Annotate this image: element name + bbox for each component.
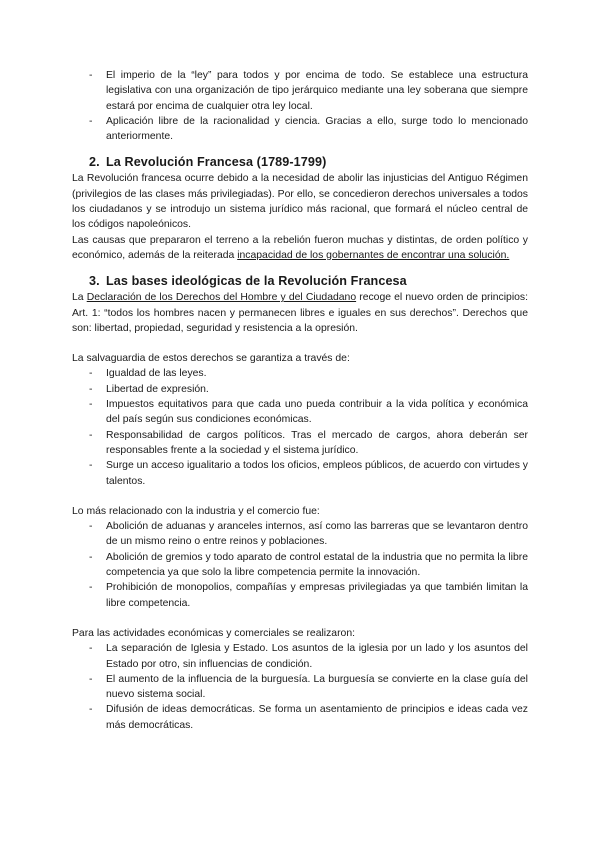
list-item: - Prohibición de monopolios, compañías y empresas privilegiadas ya que también limitan la libre competencia. xyxy=(72,580,528,611)
list-item: - Igualdad de las leyes. xyxy=(72,366,528,381)
industry-list xyxy=(72,519,528,611)
list-item: - Libertad de expresión. xyxy=(72,382,528,397)
list-item: - Abolición de aduanas y aranceles internos, así como las barreras que se levantaron dentro de un mismo reino o entre reinos y poblaciones. xyxy=(72,519,528,550)
list-item: - La separación de Iglesia y Estado. Los asuntos de la iglesia por un lado y los asuntos del Estado por otro, sin influencias de condición. xyxy=(72,641,528,672)
section-3-number: 3. xyxy=(89,274,100,289)
section-3-title: Las bases ideológicas de la Revolución Francesa xyxy=(106,274,407,289)
list-item: - Surge un acceso igualitario a todos los oficios, empleos públicos, de acuerdo con virtudes y talentos. xyxy=(72,458,528,489)
list-item: - Abolición de gremios y todo aparato de control estatal de la industria que no permita la libre competencia ya que solo la libre competencia permite la innovación. xyxy=(72,550,528,581)
section-3-heading xyxy=(72,273,528,290)
safeguard-list xyxy=(72,366,528,488)
list-item: - Impuestos equitativos para que cada uno pueda contribuir a la vida política y económica del país según sus condiciones económicas. xyxy=(72,397,528,428)
list-item: - Aplicación libre de la racionalidad y ciencia. Gracias a ello, surge todo lo mencionado anteriormente. xyxy=(72,114,528,145)
section-2-number: 2. xyxy=(89,155,100,170)
safeguard-intro: La salvaguardia de estos derechos se garantiza a través de: xyxy=(72,353,350,365)
document-body xyxy=(72,68,528,733)
section-2-heading xyxy=(72,154,528,171)
list-item: - El imperio de la “ley” para todos y por encima de todo. Se establece una estructura legislativa con una organización de tipo jerárquico mediante una ley soberana que siempre estará por encima de cualquier otra ley local. xyxy=(72,68,528,114)
section-2-paragraph-1: La Revolución francesa ocurre debido a la necesidad de abolir las injusticias del Antiguo Régimen (privilegios de las clases más privilegiadas). Por ello, se concedieron derechos universales a todos los ciudadanos y se introdujo un sistema jurídico más racional, que formará el núcleo central de los códigos napoleónicos. xyxy=(72,173,528,231)
section-2-paragraph-2: Las causas que prepararon el terreno a la rebelión fueron muchas y distintas, de orden político y económico, además de la reiterada incapacidad de los gobernantes de encontrar una solución. xyxy=(72,234,528,261)
declaration-title: Declaración de los Derechos del Hombre y del Ciudadano xyxy=(86,292,357,304)
list-item: - Difusión de ideas democráticas. Se forma un asentamiento de principios e ideas cada vez más democráticas. xyxy=(72,702,528,733)
list-item: - Responsabilidad de cargos políticos. Tras el mercado de cargos, ahora deberán ser responsables frente a la sociedad y el sistema jurídico. xyxy=(72,428,528,459)
section-3-paragraph-1: La Declaración de los Derechos del Hombre y del Ciudadano recoge el nuevo orden de principios: Art. 1: “todos los hombres nacen y permanecen libres e iguales en sus derechos”. Derechos que son: libertad, propiedad, seguridad y resistencia a la opresión. xyxy=(72,292,528,334)
underlined-phrase: incapacidad de los gobernantes de encontrar una solución. xyxy=(237,249,510,261)
economic-intro: Para las actividades económicas y comerciales se realizaron: xyxy=(72,627,355,639)
industry-intro: Lo más relacionado con la industria y el comercio fue: xyxy=(72,505,320,517)
economic-list xyxy=(72,641,528,733)
intro-list xyxy=(72,68,528,144)
section-2-title: La Revolución Francesa (1789-1799) xyxy=(106,155,327,170)
list-item: - El aumento de la influencia de la burguesía. La burguesía se convierte en la clase guía del nuevo sistema social. xyxy=(72,672,528,703)
